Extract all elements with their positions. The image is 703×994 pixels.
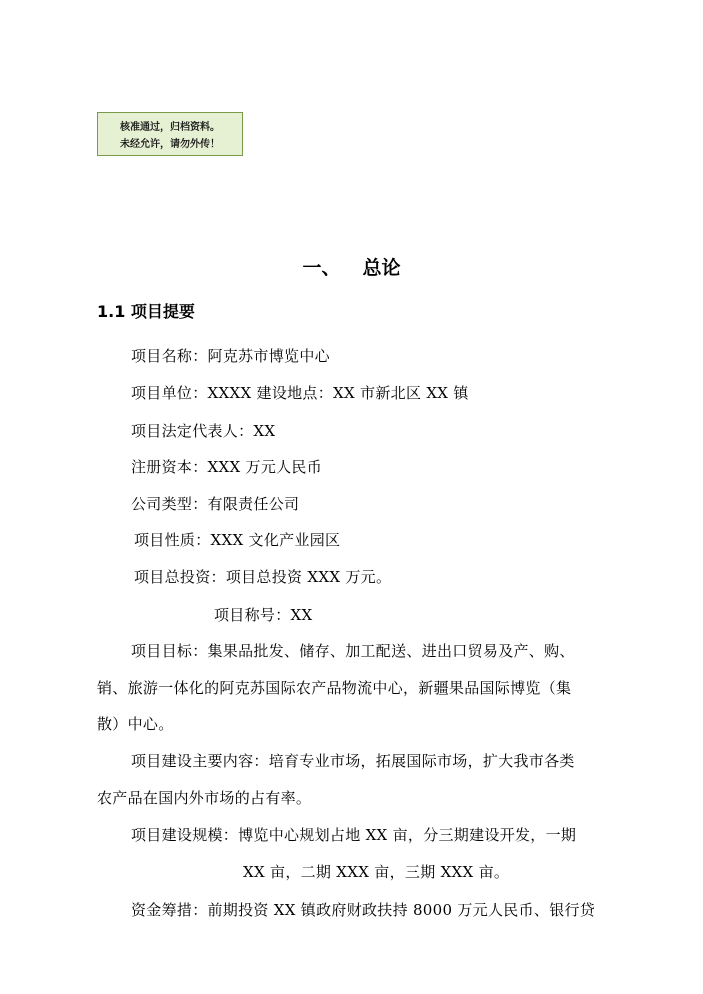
total-investment-line [134,566,391,587]
project-goal-line-3: 散）中心。 [97,715,174,733]
chapter-title: 总论 [362,257,401,279]
capital-line [131,456,322,477]
company-type-label: 公司类型： [131,495,208,513]
project-unit-label: 项目单位： [131,384,208,402]
project-goal-line-1: 项目目标：集果品批发、储存、加工配送、进出口贸易及产、购、 [131,642,575,660]
project-name-label: 项目名称： [131,347,208,365]
build-site-value: XX 市新北区 XX 镇 [333,384,469,402]
total-investment-value: 项目总投资 XXX 万元。 [225,568,392,586]
approval-stamp [97,112,243,156]
legal-rep-value: XX [253,422,276,440]
build-site-label: 建设地点： [256,384,334,402]
project-unit-line [131,382,469,403]
total-investment-label: 项目总投资： [134,568,226,586]
project-goal-line-2: 销、旅游一体化的阿克苏国际农产品物流中心，新疆果品国际博览（集 [97,679,572,697]
build-scale-line-1: 项目建设规模：博览中心规划占地 XX 亩，分三期建设开发，一期 [131,826,577,844]
legal-rep-label: 项目法定代表人： [131,422,254,440]
chapter-number: 一、 [302,257,341,279]
project-name-value: 阿克苏市博览中心 [207,347,330,365]
project-code-value: XX [290,606,313,624]
project-code-line [214,604,312,625]
stamp-line-2: 未经允许，请勿外传！ [120,139,220,150]
capital-label: 注册资本： [131,458,208,476]
project-nature-value: XXX 文化产业园区 [210,531,341,549]
section-heading: 1.1 项目提要 [97,302,195,321]
stamp-line-1: 核准通过，归档资料。 [120,122,220,133]
build-content-line-1: 项目建设主要内容：培育专业市场，拓展国际市场，扩大我市各类 [131,752,575,770]
project-nature-label: 项目性质： [134,531,211,549]
company-type-line [131,493,299,514]
project-nature-line [134,529,340,550]
build-scale-line-2: XX 亩，二期 XXX 亩，三期 XXX 亩。 [243,863,510,881]
funding-line-1: 资金筹措：前期投资 XX 镇政府财政扶持 8000 万元人民币、银行贷 [131,901,596,919]
project-name-line [131,345,330,366]
chapter-heading [0,253,703,280]
build-content-line-2: 农产品在国内外市场的占有率。 [97,789,312,807]
legal-rep-line [131,420,275,441]
project-code-label: 项目称号： [214,606,291,624]
company-type-value: 有限责任公司 [207,495,300,513]
project-unit-value: XXXX [207,384,252,402]
capital-value: XXX 万元人民币 [207,458,323,476]
